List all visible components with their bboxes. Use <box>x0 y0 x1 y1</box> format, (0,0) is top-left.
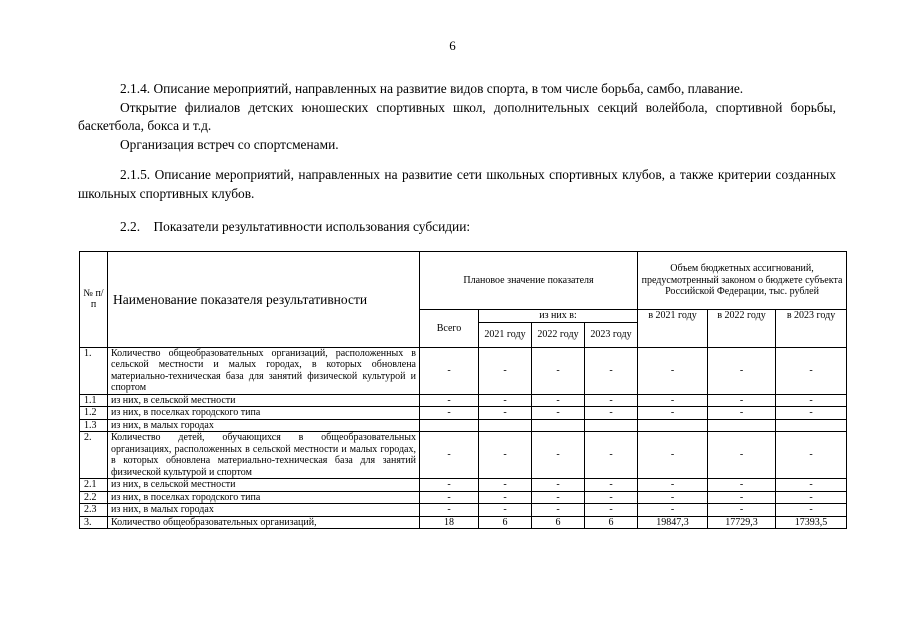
row-value: 6 <box>585 516 638 529</box>
row-value: - <box>776 479 847 492</box>
row-value: - <box>420 394 479 407</box>
row-value: - <box>479 479 532 492</box>
row-value: - <box>532 432 585 479</box>
page-number: 6 <box>449 38 456 53</box>
row-indicator-name: из них, в малых городах <box>108 419 420 432</box>
row-value: - <box>479 347 532 394</box>
row-number: 2.1 <box>80 479 108 492</box>
row-value: - <box>585 479 638 492</box>
row-value: 6 <box>532 516 585 529</box>
row-indicator-name: из них, в малых городах <box>108 504 420 517</box>
row-number: 3. <box>80 516 108 529</box>
header-y2023: 2023 году <box>585 322 638 347</box>
row-value: - <box>532 394 585 407</box>
row-number: 1.3 <box>80 419 108 432</box>
row-value <box>479 419 532 432</box>
row-value: - <box>708 479 776 492</box>
row-value: - <box>532 407 585 420</box>
row-value: - <box>585 394 638 407</box>
header-plan: Плановое значение показателя <box>420 252 638 310</box>
row-value: - <box>776 394 847 407</box>
table-row <box>80 491 847 504</box>
header-b2021: в 2021 году <box>638 310 708 348</box>
row-number: 1. <box>80 347 108 394</box>
row-value: - <box>420 491 479 504</box>
row-number: 1.1 <box>80 394 108 407</box>
row-indicator-name: Количество общеобразовательных организаций, расположенных в сельской местности и малых городах, в которых обновлена материально-техническая база для занятий физической культурой и спортом <box>108 347 420 394</box>
row-value: - <box>638 479 708 492</box>
section-2-1-4 <box>78 80 836 154</box>
header-of-them: из них в: <box>479 310 638 323</box>
paragraph: 2.2. Показатели результативности использования субсидии: <box>120 219 471 234</box>
row-value <box>708 419 776 432</box>
paragraph: Открытие филиалов детских юношеских спортивных школ, дополнительных секций волейбола, спортивной борьбы, баскетбола, бокса и т.д. <box>78 99 836 133</box>
header-num: № п/п <box>80 252 108 348</box>
row-value: 18 <box>420 516 479 529</box>
paragraph: Организация встреч со спортсменами. <box>120 136 339 152</box>
table-row <box>80 432 847 479</box>
row-value: - <box>776 504 847 517</box>
row-value: - <box>585 347 638 394</box>
row-value: - <box>479 491 532 504</box>
row-indicator-name: Количество детей, обучающихся в общеобразовательных организациях, расположенных в сельской местности и малых городах, в которых обновлена материально-техническая база для занятий физической культурой и спортом <box>108 432 420 479</box>
row-value: - <box>532 491 585 504</box>
row-value: - <box>708 394 776 407</box>
header-y2021: 2021 году <box>479 322 532 347</box>
row-value: - <box>708 407 776 420</box>
row-number: 2.3 <box>80 504 108 517</box>
row-value <box>638 419 708 432</box>
row-value <box>420 419 479 432</box>
row-value: - <box>638 504 708 517</box>
row-value: - <box>479 394 532 407</box>
row-value: - <box>776 347 847 394</box>
row-value: - <box>420 504 479 517</box>
header-y2022: 2022 году <box>532 322 585 347</box>
row-value <box>776 419 847 432</box>
row-value: - <box>638 394 708 407</box>
row-value: - <box>420 432 479 479</box>
row-value: 17393,5 <box>776 516 847 529</box>
row-number: 2. <box>80 432 108 479</box>
header-b2022: в 2022 году <box>708 310 776 348</box>
header-name: Наименование показателя результативности <box>108 252 420 348</box>
table-row <box>80 394 847 407</box>
table-row <box>80 419 847 432</box>
row-value: - <box>532 504 585 517</box>
row-value: - <box>708 432 776 479</box>
row-indicator-name: Количество общеобразовательных организаций, <box>108 516 420 529</box>
row-indicator-name: из них, в поселках городского типа <box>108 407 420 420</box>
paragraph: 2.1.4. Описание мероприятий, направленных на развитие видов спорта, в том числе борьба, самбо, плавание. <box>120 81 744 96</box>
row-value: - <box>420 347 479 394</box>
paragraph: 2.1.5. Описание мероприятий, направленных на развитие сети школьных спортивных клубов, а также критерии созданных школьных спортивных клубов. <box>78 167 836 201</box>
table-row <box>80 407 847 420</box>
row-indicator-name: из них, в сельской местности <box>108 479 420 492</box>
row-value: - <box>638 432 708 479</box>
section-2-2-heading <box>78 218 836 237</box>
row-value: - <box>776 407 847 420</box>
row-value: - <box>708 347 776 394</box>
header-b2023: в 2023 году <box>776 310 847 348</box>
row-indicator-name: из них, в поселках городского типа <box>108 491 420 504</box>
table-row <box>80 479 847 492</box>
table-row <box>80 516 847 529</box>
row-number: 1.2 <box>80 407 108 420</box>
row-value: - <box>708 491 776 504</box>
row-value: - <box>420 407 479 420</box>
row-value: - <box>585 491 638 504</box>
row-value: - <box>585 407 638 420</box>
header-total: Всего <box>420 310 479 348</box>
row-value: 6 <box>479 516 532 529</box>
row-value: - <box>479 432 532 479</box>
indicators-table <box>79 251 847 529</box>
row-number: 2.2 <box>80 491 108 504</box>
row-value: - <box>479 504 532 517</box>
row-value: 19847,3 <box>638 516 708 529</box>
row-value: - <box>532 347 585 394</box>
row-value: - <box>585 504 638 517</box>
header-budget: Объем бюджетных ассигнований, предусмотренный законом о бюджете субъекта Российской Федерации, тыс. рублей <box>638 252 847 310</box>
row-value: - <box>479 407 532 420</box>
row-value: - <box>638 491 708 504</box>
row-value <box>532 419 585 432</box>
row-value: - <box>776 432 847 479</box>
section-2-1-5 <box>78 166 836 203</box>
row-value: - <box>532 479 585 492</box>
row-value <box>585 419 638 432</box>
row-value: - <box>708 504 776 517</box>
row-value: - <box>638 347 708 394</box>
row-indicator-name: из них, в сельской местности <box>108 394 420 407</box>
row-value: - <box>585 432 638 479</box>
row-value: - <box>420 479 479 492</box>
row-value: - <box>776 491 847 504</box>
table-row <box>80 347 847 394</box>
row-value: 17729,3 <box>708 516 776 529</box>
table-row <box>80 504 847 517</box>
row-value: - <box>638 407 708 420</box>
